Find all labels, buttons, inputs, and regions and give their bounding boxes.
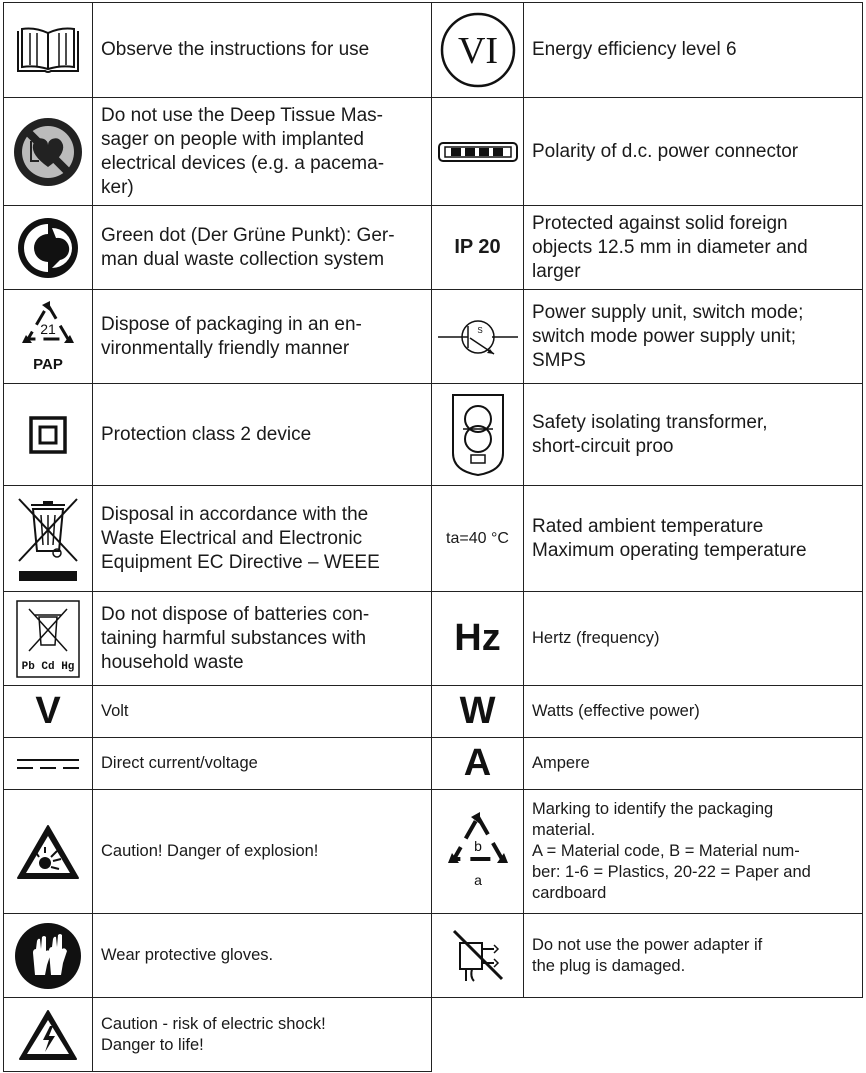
- table-row: [3, 686, 863, 738]
- ampere-symbol: A: [463, 742, 492, 784]
- row-description: Power supply unit, switch mode; switch mode power supply unit; SMPS: [524, 290, 863, 384]
- row-description: Green dot (Der Grüne Punkt): Ger- man dual waste collection system: [93, 206, 432, 290]
- watt-icon: [432, 686, 524, 738]
- row-description: Rated ambient temperature Maximum operating temperature: [524, 486, 863, 592]
- row-description: Marking to identify the packaging material. A = Material code, B = Material num- ber: 1-6 = Plastics, 20-22 = Paper and cardboard: [524, 790, 863, 914]
- green-dot-icon: [3, 206, 93, 290]
- row-description: Hertz (frequency): [524, 592, 863, 686]
- polarity-connector-icon: [432, 98, 524, 206]
- watt-symbol: W: [459, 690, 496, 732]
- row-description: Disposal in accordance with the Waste Electrical and Electronic Equipment EC Directive – WEEE: [93, 486, 432, 592]
- table-row: [3, 592, 863, 686]
- row-description: Caution - risk of electric shock! Danger to life!: [93, 998, 432, 1072]
- safety-transformer-icon: [432, 384, 524, 486]
- recycle-pap-icon: [3, 290, 93, 384]
- ip20-icon: [432, 206, 524, 290]
- hertz-symbol: Hz: [454, 617, 501, 659]
- table-row: [3, 2, 863, 98]
- row-description: Caution! Danger of explosion!: [93, 790, 432, 914]
- weee-bin-icon: [3, 486, 93, 592]
- table-row: [3, 738, 863, 790]
- svg-text:a: a: [473, 871, 482, 888]
- explosion-warning-icon: [3, 790, 93, 914]
- book-icon: [3, 2, 93, 98]
- class-2-icon: [3, 384, 93, 486]
- direct-current-icon: [3, 738, 93, 790]
- row-description: Ampere: [524, 738, 863, 790]
- ip-rating-label: IP 20: [454, 236, 501, 258]
- row-description: Do not dispose of batteries con- taining harmful substances with household waste: [93, 592, 432, 686]
- row-description: Direct current/voltage: [93, 738, 432, 790]
- damaged-plug-icon: [432, 914, 524, 998]
- row-description: Energy efficiency level 6: [524, 2, 863, 98]
- svg-text:PAP: PAP: [33, 355, 63, 373]
- table-row: [3, 790, 863, 914]
- volt-icon: [3, 686, 93, 738]
- row-description: Wear protective gloves.: [93, 914, 432, 998]
- table-row: [3, 384, 863, 486]
- temperature-label: ta=40 °C: [446, 529, 509, 547]
- recycle-ab-icon: [432, 790, 524, 914]
- hertz-icon: [432, 592, 524, 686]
- table-row: [3, 486, 863, 592]
- table-row: [3, 290, 863, 384]
- row-description: Polarity of d.c. power connector: [524, 98, 863, 206]
- smps-icon: [432, 290, 524, 384]
- row-description: Do not use the power adapter if the plug is damaged.: [524, 914, 863, 998]
- svg-text:VI: VI: [457, 30, 498, 72]
- no-pacemaker-icon: [3, 98, 93, 206]
- gloves-icon: [3, 914, 93, 998]
- volt-symbol: V: [35, 690, 61, 732]
- row-description: Volt: [93, 686, 432, 738]
- row-description: Protection class 2 device: [93, 384, 432, 486]
- row-description: Protected against solid foreign objects 12.5 mm in diameter and larger: [524, 206, 863, 290]
- table-row: [3, 998, 863, 1072]
- svg-text:b: b: [473, 837, 482, 854]
- svg-text:21: 21: [40, 320, 56, 337]
- row-description: Safety isolating transformer, short-circuit proo: [524, 384, 863, 486]
- row-description: Watts (effective power): [524, 686, 863, 738]
- svg-text:Pb Cd Hg: Pb Cd Hg: [21, 660, 75, 673]
- electric-shock-icon: [3, 998, 93, 1072]
- svg-text:S: S: [476, 325, 483, 335]
- row-description: Observe the instructions for use: [93, 2, 432, 98]
- row-description: Do not use the Deep Tissue Mas- sager on people with implanted electrical devices (e.g. a pacema- ker): [93, 98, 432, 206]
- roman-six-icon: [432, 2, 524, 98]
- ampere-icon: [432, 738, 524, 790]
- row-description: Dispose of packaging in an en- vironmentally friendly manner: [93, 290, 432, 384]
- table-row: [3, 98, 863, 206]
- temperature-icon: [432, 486, 524, 592]
- battery-bin-icon: [3, 592, 93, 686]
- table-row: [3, 206, 863, 290]
- table-row: [3, 914, 863, 998]
